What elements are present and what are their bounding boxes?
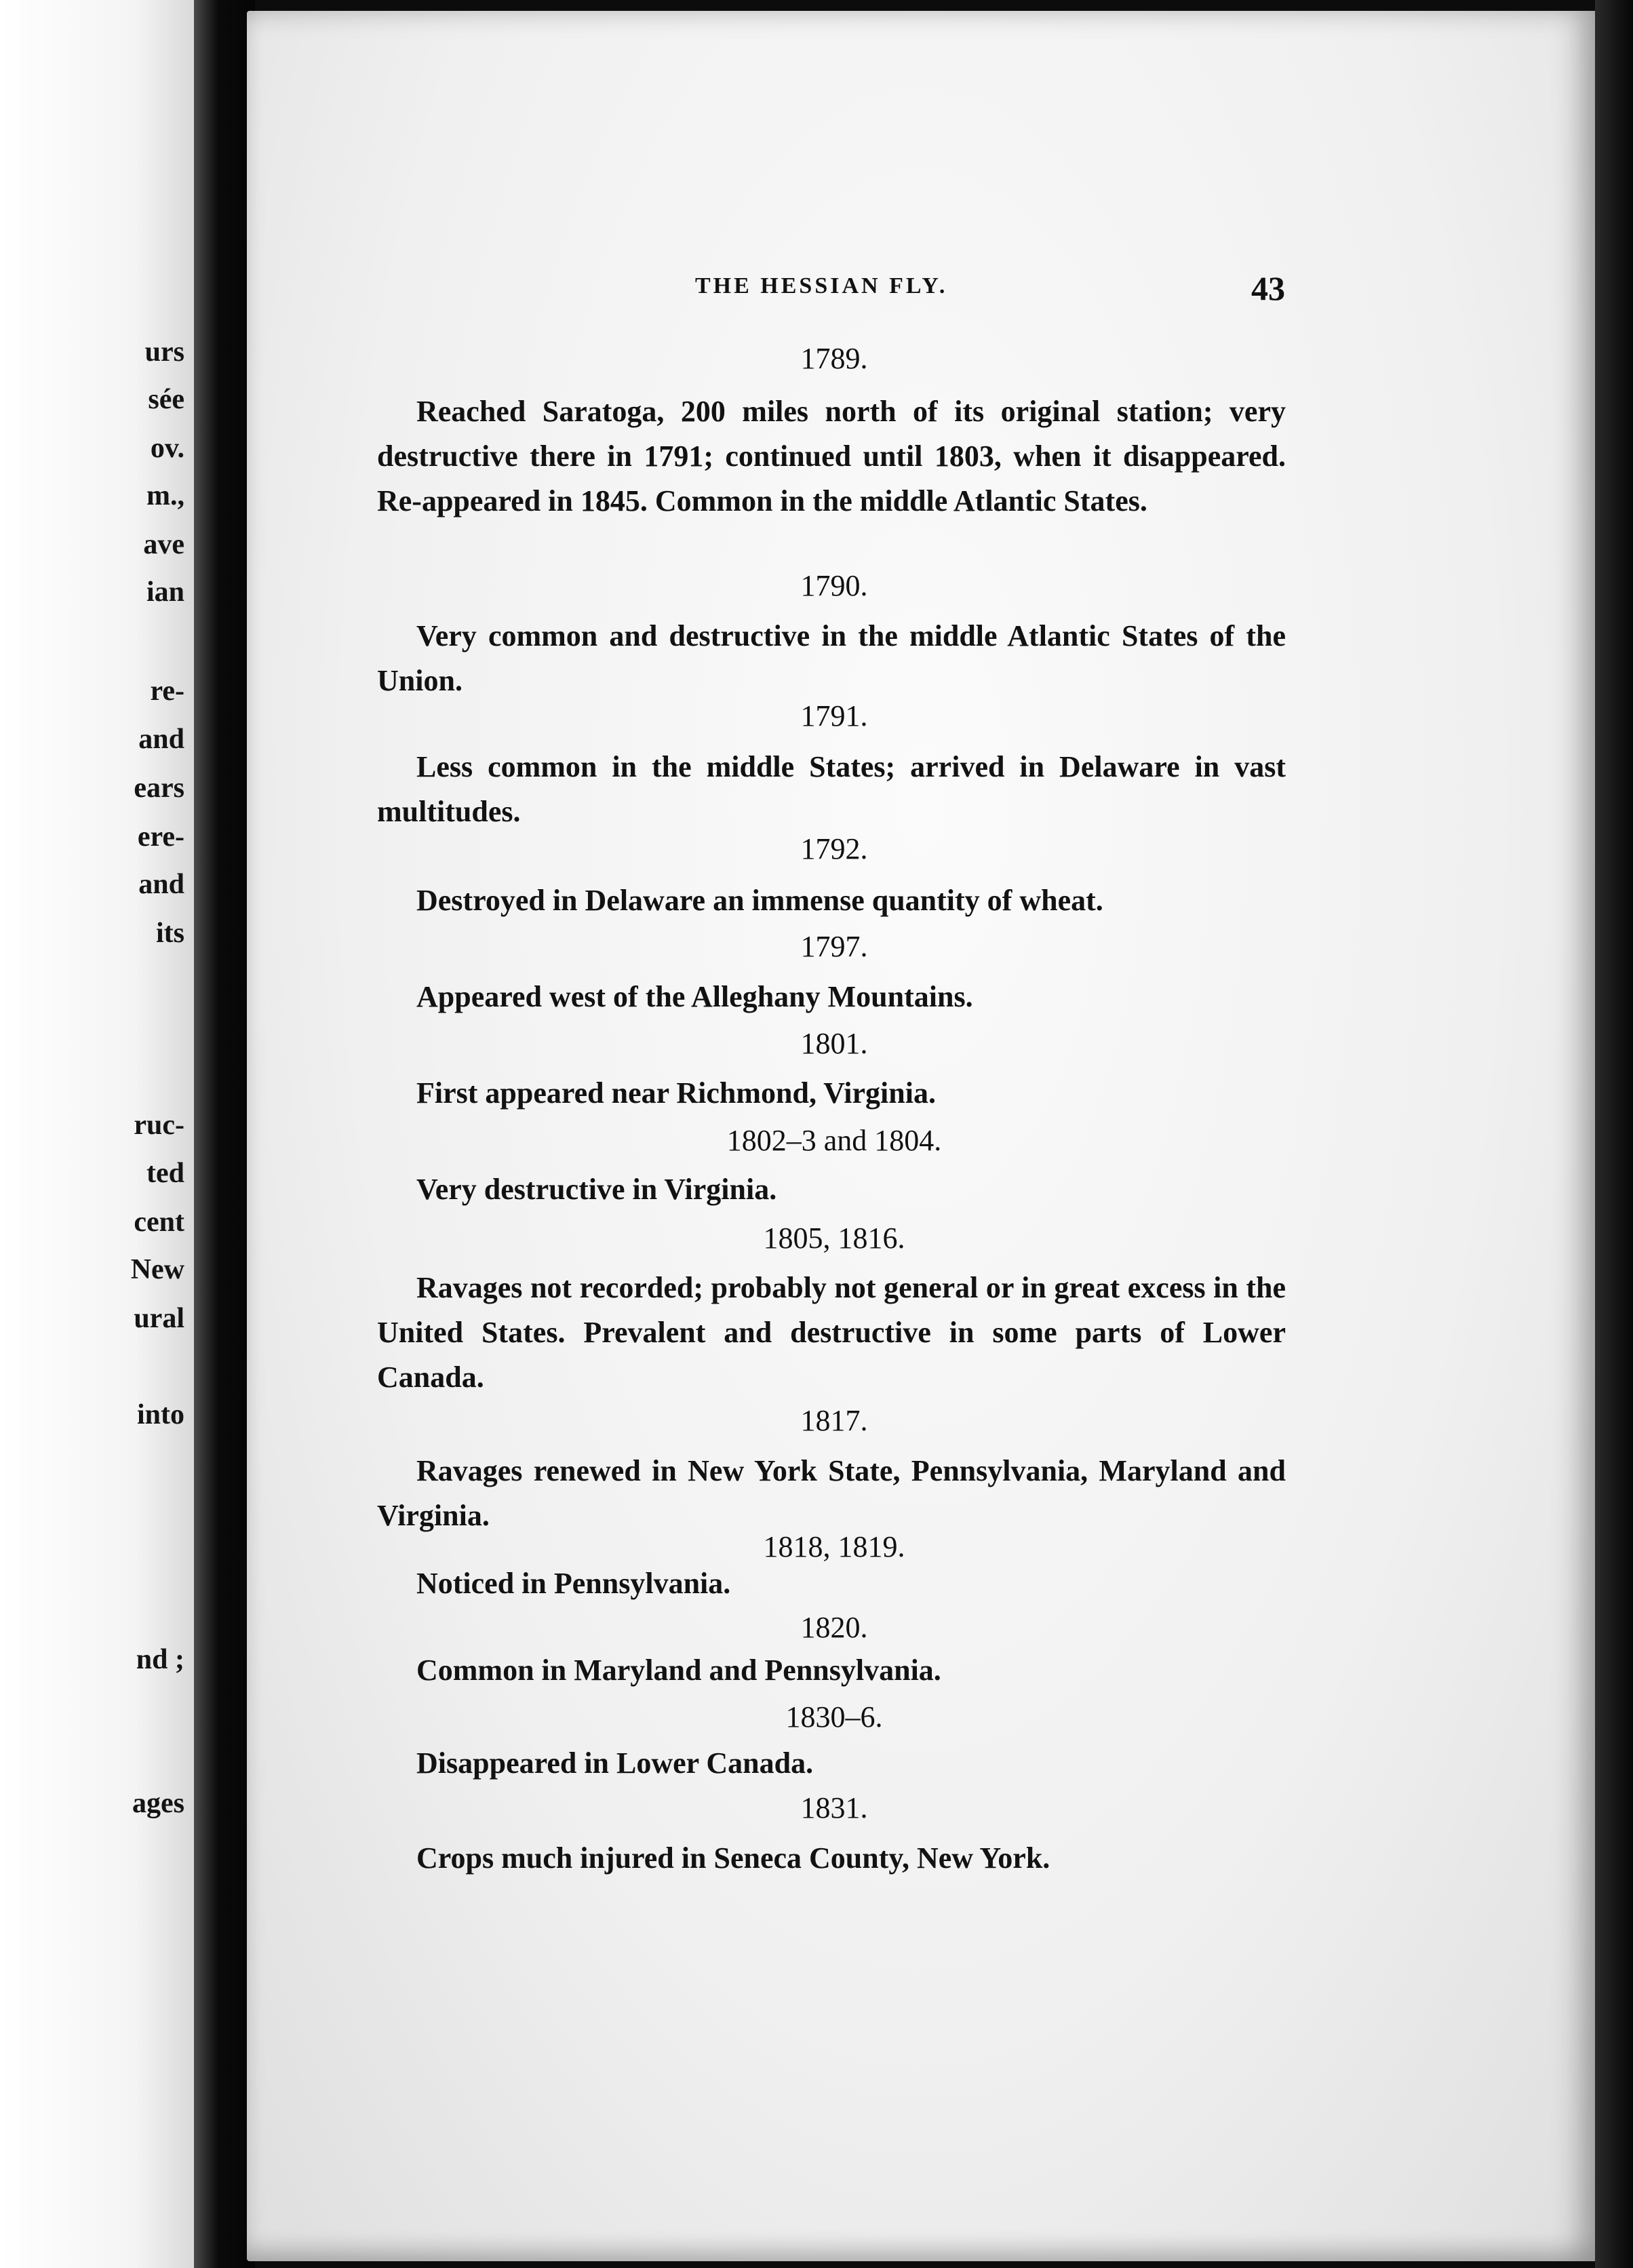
entry-text: Ravages not recorded; probably not general or in great excess in the United States. Prevalent and destructive in some parts of Lower Canada.	[377, 1271, 1286, 1394]
entry-text: Ravages renewed in New York State, Pennsylvania, Maryland and Virginia.	[377, 1454, 1286, 1532]
entry-text: Very destructive in Virginia.	[416, 1173, 777, 1206]
left-page-fragment: m.,	[146, 480, 184, 511]
left-page-fragment: sée	[148, 384, 184, 415]
entry-year: 1831.	[800, 1791, 868, 1824]
entry-text: Disappeared in Lower Canada.	[416, 1746, 814, 1780]
left-page-fragment: and	[138, 724, 184, 755]
entry-year: 1820.	[800, 1611, 868, 1644]
entry-year: 1805, 1816.	[763, 1221, 905, 1255]
left-page-fragment: ave	[143, 529, 184, 560]
left-page-fragment: ural	[134, 1303, 184, 1334]
book-gutter	[194, 0, 255, 2268]
left-page-fragment: ov.	[150, 433, 184, 464]
left-page-edge	[0, 0, 194, 2268]
entry-text: Very common and destructive in the middle Atlantic States of the Union.	[377, 619, 1286, 697]
left-page-fragment: re-	[150, 676, 184, 707]
entry-text: Crops much injured in Seneca County, New York.	[416, 1841, 1050, 1875]
entry-year: 1791.	[800, 699, 868, 732]
left-page-fragment: ages	[132, 1788, 184, 1819]
left-page-fragment: ears	[134, 773, 184, 804]
entry-text: Appeared west of the Alleghany Mountains.	[416, 980, 973, 1013]
page-number: 43	[1251, 269, 1285, 307]
left-page-fragment: New	[130, 1254, 184, 1285]
left-page-fragment: ian	[146, 576, 184, 608]
left-page-fragment: ruc-	[134, 1110, 184, 1141]
left-page-fragment: into	[136, 1399, 184, 1430]
left-page-fragment: its	[156, 918, 184, 949]
left-page-fragment: and	[138, 869, 184, 900]
entry-year: 1830–6.	[785, 1700, 883, 1734]
running-head: THE HESSIAN FLY.	[695, 273, 948, 298]
entry-text: Common in Maryland and Pennsylvania.	[416, 1654, 941, 1687]
left-page-fragment: ted	[146, 1158, 184, 1189]
left-page-fragment: cent	[134, 1207, 184, 1238]
left-page-fragment: ere-	[137, 821, 184, 853]
entry-year: 1790.	[800, 569, 868, 602]
left-page-fragment: urs	[144, 336, 184, 368]
entry-year: 1797.	[800, 930, 868, 963]
entry-text: Less common in the middle States; arrived in Delaware in vast multitudes.	[377, 750, 1286, 828]
left-page-fragment: nd ;	[136, 1644, 184, 1675]
entry-year: 1817.	[800, 1404, 868, 1437]
entry-text: First appeared near Richmond, Virginia.	[416, 1076, 936, 1110]
page-edge-shadow	[1595, 0, 1633, 2268]
entry-text: Noticed in Pennsylvania.	[416, 1567, 731, 1600]
entry-year: 1818, 1819.	[763, 1530, 905, 1563]
entry-year: 1801.	[800, 1027, 868, 1060]
entry-year: 1802–3 and 1804.	[726, 1124, 942, 1157]
entry-year: 1792.	[800, 832, 868, 865]
entry-year: 1789.	[800, 342, 868, 375]
entry-text: Reached Saratoga, 200 miles north of its original station; very destructive there in 1791; continued until 1803, when it disappeared. Re-appeared in 1845. Common in the middle Atlantic States.	[377, 395, 1286, 517]
entry-text: Destroyed in Delaware an immense quantity of wheat.	[416, 884, 1103, 917]
